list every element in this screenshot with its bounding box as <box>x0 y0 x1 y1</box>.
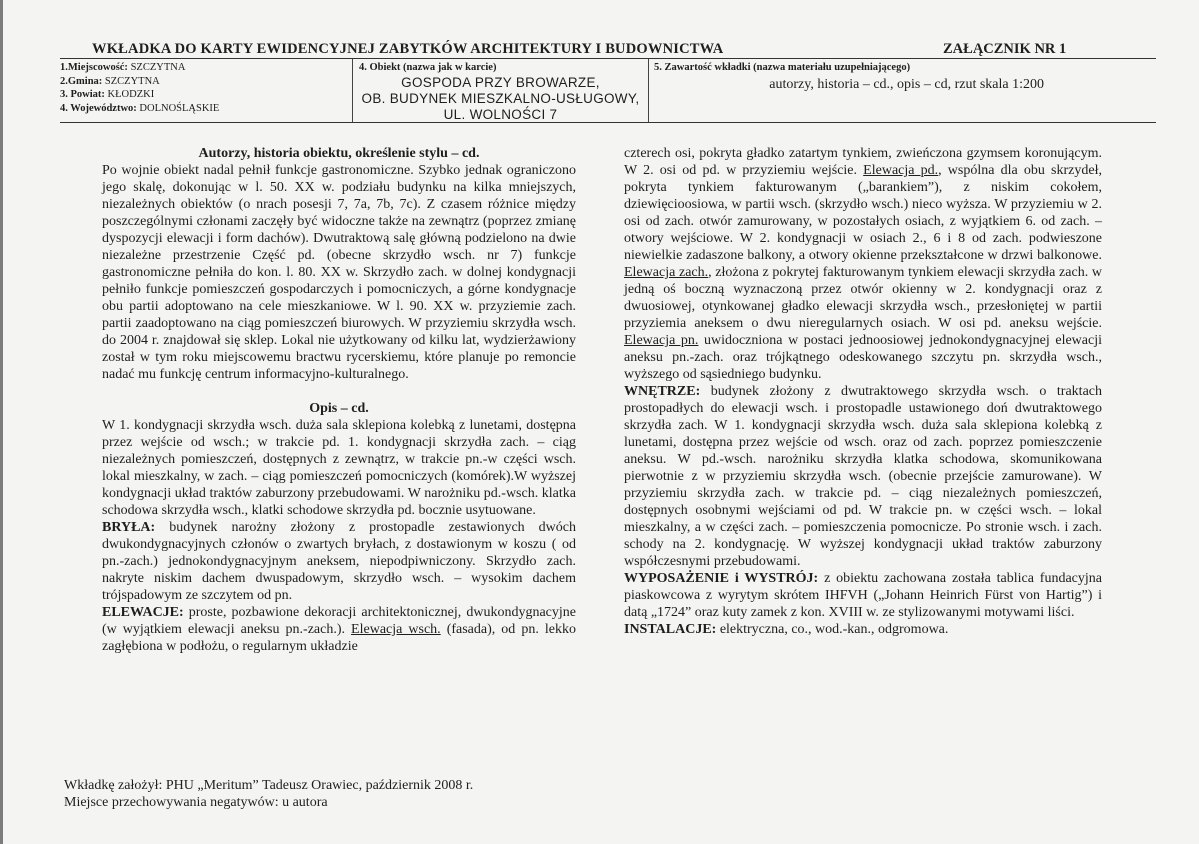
wyposazenie-label: WYPOSAŻENIE i WYSTRÓJ: <box>624 571 819 586</box>
location-cell <box>60 59 350 122</box>
footer <box>64 777 473 811</box>
location-row <box>60 61 350 75</box>
wnetrze-label: WNĘTRZE: <box>624 384 701 399</box>
elewacja-wsch-term: Elewacja wsch. <box>351 622 441 637</box>
elewacja-pn-term: Elewacja pn. <box>624 333 699 348</box>
location-row <box>60 102 350 116</box>
history-paragraph: Po wojnie obiekt nadal pełnił funkcje gastronomiczne. Szybko jednak ograniczono jego skalę, dokonując w l. 50. XX w. podziału budynku na kilka mniejszych, niezależnych obiektów (o nrach posesji 7, 7a, 7b, 7c). Z czasem różnice między poszczególnymi członami zaczęły być widoczne także na zewnątrz (poprzez zmianę dyspozycji elewacji i form dachów). Dwutraktową salę główną podzielono na dwie niezależne przestrzenie Część pd. (obecne skrzydło wsch. nr 7) funkcje gastronomiczne pełniła do kon. l. 80. XX w. Skrzydło zach. w dolnej kondygnacji pełniło funkcje pomieszczeń gospodarczych i pomocniczych, a górne kondygnacje obu partii adoptowano na cele mieszkaniowe. W l. 90. XX w. przyziemie zach. partii zaadoptowano na ciąg pomieszczeń biurowych. W przyziemiu skrzydła wsch. do 2004 r. znajdował się sklep. Lokal nie użytkowany od kilku lat, wydzierżawiony został w tym roku miejscowemu bractwu rycerskiemu, które planuje po remoncie nadać mu funkcję centrum informacyjno-kulturalnego. <box>102 163 576 382</box>
content-label: 5. Zawartość wkładki (nazwa materiału uzupełniającego) <box>654 62 911 73</box>
document-title: WKŁADKA DO KARTY EWIDENCYJNEJ ZABYTKÓW ARCHITEKTURY I BUDOWNICTWA <box>92 41 724 57</box>
elewacje-tail: (fasada), od pn. lekko zagłębiona w podłożu, o regularnym układzie <box>102 622 576 654</box>
left-column <box>102 145 576 655</box>
location-row <box>60 75 350 89</box>
object-label: 4. Obiekt (nazwa jak w karcie) <box>359 62 497 73</box>
location-label: 1.Miejscowość: <box>60 62 128 73</box>
wyposazenie-paragraph <box>624 570 1102 621</box>
content-value: autorzy, historia – cd., opis – cd, rzut skala 1:200 <box>769 76 1044 92</box>
instalacje-label: INSTALACJE: <box>624 622 717 637</box>
facade-text: czterech osi, pokryta gładko zatartym tynkiem, zwieńczona gzymsem koronującym. W 2. osi od pd. w przyziemiu wejście. <box>624 146 1102 178</box>
object-cell <box>352 59 649 122</box>
description-heading: Opis – cd. <box>309 401 369 416</box>
right-column <box>624 145 1102 638</box>
elewacja-pd-term: Elewacja pd. <box>863 163 939 178</box>
facade-text: , wspólna dla obu skrzydeł, pokryta tynkiem fakturowanym („barankiem”), z niskim cokołem, dziewięcioosiowa, w partii wsch. (skrzydło wsch.) nieco wyższa. W przyziemiu w 2. osi od zach. otwór zamurowany, w pozostałych osiach, z wyjątkiem 6. od zach. – otwory wejściowe. W 2. kondygnacji w osiach 2., 6 i 8 od zach. podwieszone niewielkie zadaszone balkony, a otwory okienne przekształcone w drzwi balkonowe. <box>624 163 1102 263</box>
footer-negatives: Miejsce przechowywania negatywów: u autora <box>64 795 328 810</box>
bryla-paragraph <box>102 519 576 604</box>
description-paragraph: W 1. kondygnacji skrzydła wsch. duża sala sklepiona kolebką z lunetami, dostępna przez wejście od wsch.; w trakcie pd. 1. kondygnacji skrzydła zach. – ciąg niezależnych pomieszczeń, dostępnych z zewnątrz, w trakcie pn.-w części wsch. lokal mieszkalny, w zach. – ciąg pomieszczeń pomocniczych (komórek).W wyższej kondygnacji układ traktów zaburzony przebudowami. W narożniku pd.-wsch. klatka schodowa skrzydła wsch., klatki schodowe skrzydła pd. bocznie usytuowane. <box>102 418 576 518</box>
location-value: KŁODZKI <box>107 89 155 100</box>
footer-author: Wkładkę założył: PHU „Meritum” Tadeusz Orawiec, październik 2008 r. <box>64 778 474 793</box>
location-value: SZCZYTNA <box>104 75 160 87</box>
bryla-text: budynek narożny złożony z prostopadle zestawionych dwóch dwukondygnacyjnych członów o zwartych bryłach, z dostawionym w koszu ( od pn.-zach.) jednokondygnacyjnym aneksem, niepodpiwniczony. Skrzydło zach. nakryte niskim dachem dwuspadowym, skrzydło wsch. – wysokim dachem trójspadowym ze szczytem od pn. <box>102 520 576 603</box>
location-value: SZCZYTNA <box>130 62 186 73</box>
object-line: OB. BUDYNEK MIESZKALNO-USŁUGOWY, <box>361 90 640 106</box>
location-label: 3. Powiat: <box>60 89 105 100</box>
location-row <box>60 88 350 102</box>
instalacje-paragraph <box>624 621 1102 638</box>
location-label: 4. Województwo: <box>60 102 137 114</box>
object-line: GOSPODA PRZY BROWARZE, <box>401 74 600 90</box>
elewacja-zach-term: Elewacja zach. <box>624 265 709 280</box>
location-value: DOLNOŚLĄSKIE <box>139 102 220 114</box>
facade-paragraph <box>624 145 1102 383</box>
elewacje-paragraph <box>102 604 576 655</box>
facade-text: uwidoczniona w postaci jednoosiowej jednokondygnacyjnej elewacji aneksu pn.-zach. oraz trójkątnego odeskowanego szczytu pn. skrzydła wsch., wyższego od sąsiedniego budynku. <box>624 333 1102 382</box>
location-label: 2.Gmina: <box>60 75 103 87</box>
wnetrze-text: budynek złożony z dwutraktowego skrzydła wsch. o traktach prostopadłych do elewacji wsch. i prostopadle ustawionego doń dwutraktowego skrzydła zach. W 1. kondygnacji skrzydła wsch. duża sala sklepiona kolebką z lunetami, dostępna przez wejście od wsch. oraz od zach. poprzez pomieszczenie aneksu. W pd.-wsch. narożniku skrzydła klatka schodowa, skomunikowana pierwotnie z w przyziemiu skrzydła wsch. (obecnie przejście zamurowane). W przyziemiu skrzydła zach. w trakcie pd. – ciąg niezależnych pomieszczeń, dostępnych osobnymi wejściami od pd. W trakcie pn. w części wsch. – lokal mieszkalny, a w części zach. – pomieszczenia pomocnicze. Po stronie wsch. i zach. schody na 2. kondygnację. W wyższej kondygnacji układ traktów zaburzony współczesnymi przebudowami. <box>624 384 1102 569</box>
elewacje-text: proste, pozbawione dekoracji architektonicznej, dwukondygnacyjne (w wyjątkiem elewacji aneksu pn.-zach.). <box>102 605 576 637</box>
wnetrze-paragraph <box>624 383 1102 570</box>
elewacje-label: ELEWACJE: <box>102 605 184 620</box>
wyposazenie-text: z obiektu zachowana została tablica fundacyjna piaskowcowa z wyrytym skrótem IHFVH („Johann Heinrich Fürst von Hartig”) i datą „1724” oraz kuty zamek z kon. XVIII w. ze stylizowanymi motywami liści. <box>624 571 1102 620</box>
header-table <box>60 58 1156 123</box>
content-cell <box>648 59 1156 122</box>
annex-number: ZAŁĄCZNIK NR 1 <box>943 41 1067 57</box>
history-heading: Autorzy, historia obiektu, określenie stylu – cd. <box>198 146 480 161</box>
instalacje-text: elektryczna, co., wod.-kan., odgromowa. <box>716 622 949 637</box>
bryla-label: BRYŁA: <box>102 520 156 535</box>
object-line: UL. WOLNOŚCI 7 <box>443 106 558 122</box>
facade-text: , złożona z pokrytej fakturowanym tynkiem elewacji skrzydła zach. w jedną oś boczną wyznaczoną przez otwór okienny w 2. kondygnacji oraz z dwuosiowej, otynkowanej gładko elewacji skrzydła wsch., przesłoniętej w partii przyziemia aneksem o dwu nieregularnych osiach. W osi pd. aneksu wejście. <box>624 265 1102 331</box>
